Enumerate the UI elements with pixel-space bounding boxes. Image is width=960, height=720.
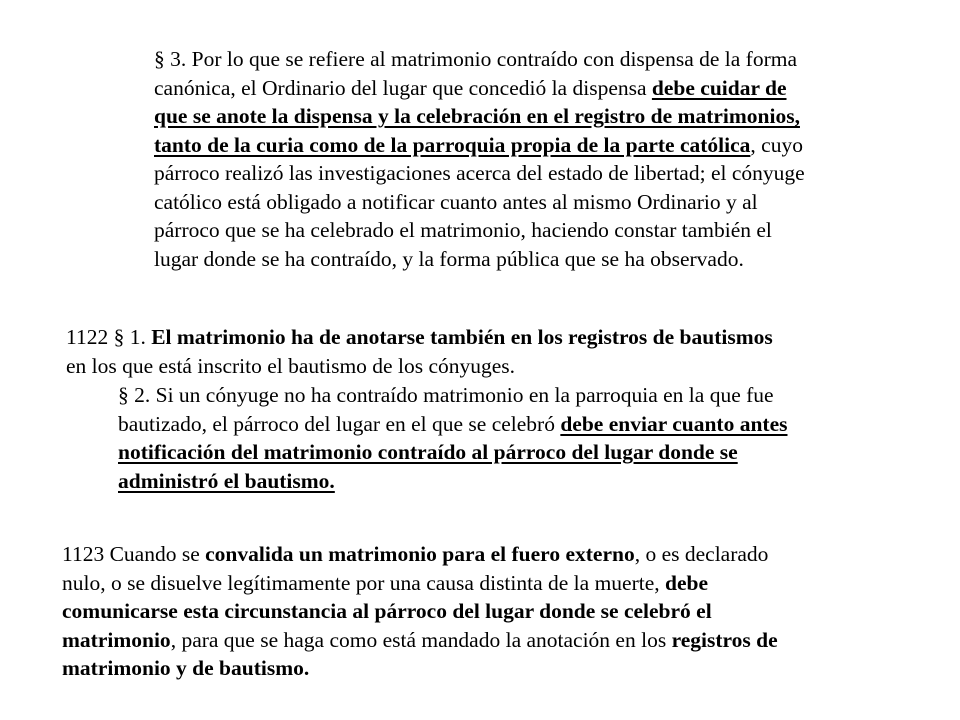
text-run: , para que se haga como está mandado la anotación en los — [170, 627, 672, 652]
underlined-bold-text: debe cuidar de — [651, 75, 787, 100]
text-run: párroco realizó las investigaciones acerca del estado de libertad; el cónyuge — [154, 161, 805, 185]
text-line — [154, 102, 914, 131]
paragraph-canon-1122-section-2 — [118, 381, 918, 495]
paragraph-canon-1123 — [62, 540, 942, 683]
text-line — [154, 131, 914, 160]
bold-text: debe — [665, 570, 709, 595]
text-line — [154, 74, 914, 103]
bold-text: convalida un matrimonio para el fuero externo — [205, 542, 635, 566]
text-run: , o es declarado — [634, 542, 769, 566]
text-run: 1122 § 1. — [66, 325, 152, 349]
bold-text: comunicarse esta circunstancia al párroco del lugar donde se celebró el — [62, 599, 712, 623]
text-run: § 2. Si un cónyuge no ha contraído matrimonio en la parroquia en la que fue — [118, 383, 774, 407]
bold-text: El matrimonio ha de anotarse también en los registros de bautismos — [151, 325, 773, 349]
text-line — [66, 323, 926, 352]
text-line — [154, 216, 914, 245]
text-run: nulo, o se disuelve legítimamente por una causa distinta de la muerte, — [62, 570, 666, 595]
bold-text: registros de — [671, 627, 778, 652]
text-run: canónica, el Ordinario del lugar que concedió la dispensa — [154, 75, 652, 100]
paragraph-canon-1122 — [66, 323, 926, 380]
bold-text: matrimonio — [62, 627, 171, 652]
paragraph-section-3 — [154, 45, 914, 273]
text-run: , cuyo — [750, 132, 803, 157]
underlined-bold-text: notificación del matrimonio contraído al párroco del lugar donde se — [118, 440, 738, 464]
text-line — [154, 45, 914, 74]
text-line — [62, 597, 942, 626]
text-line — [118, 410, 918, 439]
underlined-bold-text: que se anote la dispensa y la celebración en el registro de matrimonios, — [154, 104, 800, 128]
underlined-bold-text: tanto de la curia como de la parroquia propia de la parte católica — [154, 132, 751, 157]
text-run: § 3. Por lo que se refiere al matrimonio contraído con dispensa de la forma — [154, 47, 798, 71]
text-line — [118, 467, 918, 496]
text-line — [154, 188, 914, 217]
text-line — [62, 654, 942, 683]
text-line — [154, 159, 914, 188]
text-line — [118, 381, 918, 410]
text-line — [66, 352, 926, 381]
text-run: lugar donde se ha contraído, y la forma pública que se ha observado. — [154, 246, 744, 271]
underlined-bold-text: administró el bautismo. — [118, 468, 335, 493]
text-line — [62, 569, 942, 598]
text-run: católico está obligado a notificar cuanto antes al mismo Ordinario y al — [154, 189, 758, 214]
text-run: bautizado, el párroco del lugar en el que se celebró — [118, 411, 561, 436]
text-run: párroco que se ha celebrado el matrimonio, haciendo constar también el — [154, 218, 772, 242]
bold-text: matrimonio y de bautismo. — [62, 656, 310, 680]
text-line — [62, 540, 942, 569]
text-line — [154, 245, 914, 274]
text-line — [118, 438, 918, 467]
text-line — [62, 626, 942, 655]
text-run: en los que está inscrito el bautismo de los cónyuges. — [66, 353, 516, 378]
text-run: 1123 Cuando se — [62, 542, 206, 566]
underlined-bold-text: debe enviar cuanto antes — [560, 411, 788, 436]
